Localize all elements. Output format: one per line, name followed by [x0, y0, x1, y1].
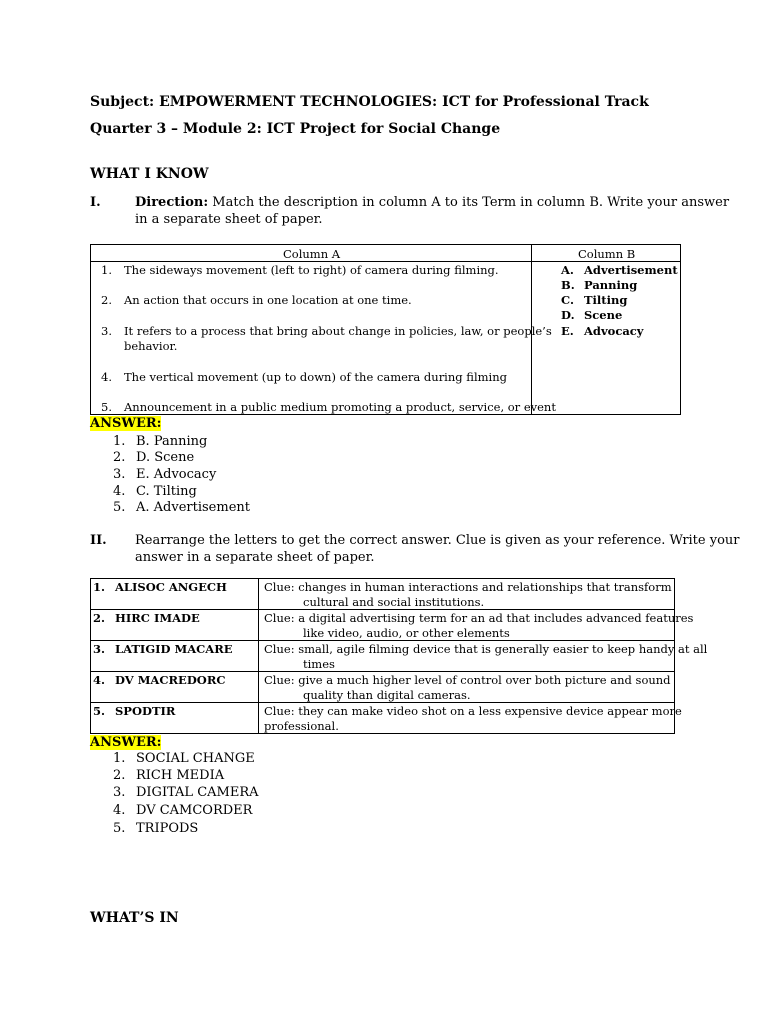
col-b-term: Advocacy [584, 324, 644, 338]
col-a-item-continued: behavior. [124, 339, 178, 353]
part-2-numeral: II. [90, 533, 107, 548]
answer-num: 5. [113, 500, 126, 515]
rearrange-table-row-rule [90, 702, 675, 703]
part-1-direction [135, 195, 729, 210]
clue-text-continued: quality than digital cameras. [303, 688, 471, 702]
col-a-item: The sideways movement (left to right) of camera during filming. [124, 263, 499, 277]
col-a-item: An action that occurs in one location at one time. [124, 293, 412, 307]
rearrange-table-row-rule [90, 671, 675, 672]
answer-item: B. Panning [136, 434, 208, 449]
col-b-term: Advertisement [584, 263, 678, 277]
clue-text-continued: times [303, 657, 335, 671]
col-b-term: Scene [584, 308, 623, 322]
col-a-num: 5. [101, 400, 112, 414]
answer-num: 2. [113, 768, 126, 783]
answer-item: RICH MEDIA [136, 768, 225, 783]
scrambled-num: 5. [93, 704, 106, 718]
clue-text: Clue: small, agile filming device that is generally easier to keep handy at all [264, 642, 708, 656]
answer-label: ANSWER: [90, 416, 162, 431]
col-b-letter: D. [561, 308, 575, 322]
answer-item: D. Scene [136, 450, 195, 465]
scrambled-word: ALISOC ANGECH [115, 580, 227, 594]
answer-item: DIGITAL CAMERA [136, 785, 259, 800]
answer-item: E. Advocacy [136, 467, 217, 482]
col-b-letter: B. [561, 278, 575, 292]
scrambled-num: 1. [93, 580, 106, 594]
clue-text: Clue: a digital advertising term for an ad that includes advanced features [264, 611, 694, 625]
clue-text-continued: professional. [264, 719, 339, 733]
whats-in-heading: WHAT’S IN [90, 910, 179, 926]
clue-text: Clue: changes in human interactions and relationships that transform [264, 580, 672, 594]
part-2-direction: Rearrange the letters to get the correct answer. Clue is given as your reference. Write your [135, 533, 740, 548]
answer-num: 3. [113, 467, 126, 482]
part-1-numeral: I. [90, 195, 101, 210]
col-a-num: 1. [101, 263, 112, 277]
col-b-term: Panning [584, 278, 638, 292]
scrambled-word: HIRC IMADE [115, 611, 200, 625]
col-a-item: Announcement in a public medium promoting a product, service, or event [124, 400, 556, 414]
clue-text: Clue: give a much higher level of control over both picture and sound [264, 673, 671, 687]
module-line: Quarter 3 – Module 2: ICT Project for Social Change [90, 121, 501, 137]
answer-item: A. Advertisement [136, 500, 250, 515]
answer-item: TRIPODS [136, 821, 199, 836]
col-a-item: The vertical movement (up to down) of the camera during filming [124, 370, 507, 384]
part-2-direction-line2: answer in a separate sheet of paper. [135, 550, 375, 565]
scrambled-num: 4. [93, 673, 106, 687]
answer-num: 1. [113, 434, 126, 449]
answer-item: C. Tilting [136, 484, 197, 499]
clue-text-continued: cultural and social institutions. [303, 595, 485, 609]
scrambled-num: 2. [93, 611, 106, 625]
direction-label: Direction: [135, 195, 209, 210]
col-a-num: 4. [101, 370, 112, 384]
rearrange-table-row-rule [90, 609, 675, 610]
part-1-direction-line2: in a separate sheet of paper. [135, 212, 323, 227]
direction-text: Match the description in column A to its Term in column B. Write your answer [212, 195, 730, 210]
answer-label: ANSWER: [90, 735, 162, 750]
scrambled-word: SPODTIR [115, 704, 176, 718]
col-a-item: It refers to a process that bring about change in policies, law, or people’s [124, 324, 552, 338]
scrambled-word: LATIGID MACARE [115, 642, 233, 656]
clue-text: Clue: they can make video shot on a less expensive device appear more [264, 704, 682, 718]
answer-item: SOCIAL CHANGE [136, 751, 255, 766]
answer-num: 1. [113, 751, 126, 766]
clue-text-continued: like video, audio, or other elements [303, 626, 510, 640]
column-b-header: Column B [578, 247, 636, 261]
col-b-letter: C. [561, 293, 574, 307]
col-b-letter: E. [561, 324, 574, 338]
col-a-num: 3. [101, 324, 112, 338]
answer-item: DV CAMCORDER [136, 803, 253, 818]
column-a-header: Column A [283, 247, 341, 261]
what-i-know-heading: WHAT I KNOW [90, 166, 209, 182]
subject-line: Subject: EMPOWERMENT TECHNOLOGIES: ICT for Professional Track [90, 94, 649, 110]
scrambled-word: DV MACREDORC [115, 673, 226, 687]
col-b-letter: A. [561, 263, 574, 277]
col-a-num: 2. [101, 293, 112, 307]
answer-num: 2. [113, 450, 126, 465]
answer-num: 4. [113, 484, 126, 499]
answer-num: 4. [113, 803, 126, 818]
col-b-term: Tilting [584, 293, 628, 307]
scrambled-num: 3. [93, 642, 106, 656]
rearrange-table-row-rule [90, 640, 675, 641]
answer-num: 3. [113, 785, 126, 800]
answer-num: 5. [113, 821, 126, 836]
rearrange-table-divider [258, 578, 259, 734]
matching-table-header-rule [90, 261, 681, 262]
